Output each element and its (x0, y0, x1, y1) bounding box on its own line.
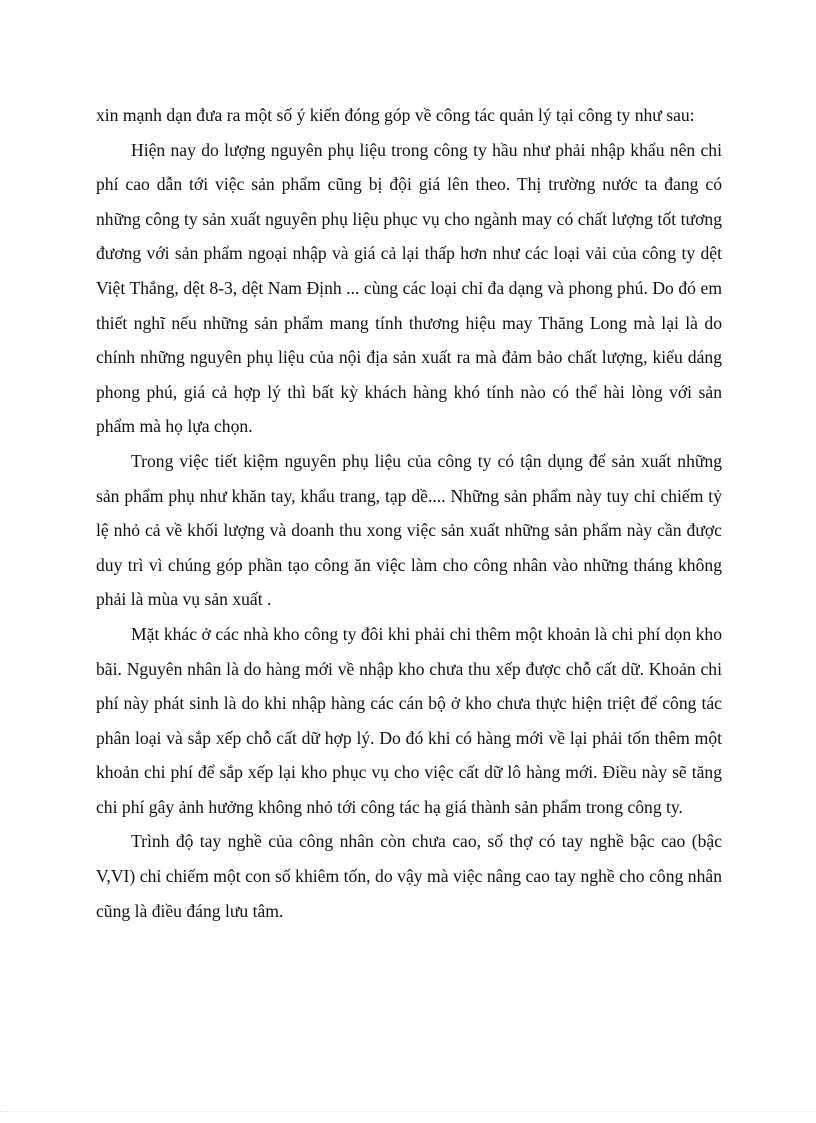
paragraph-material-saving: Trong việc tiết kiệm nguyên phụ liệu của công ty có tận dụng để sản xuất những sản phẩm phụ như khăn tay, khẩu trang, tạp dề.... Những sản phẩm này tuy chỉ chiếm tỷ lệ nhỏ cả về khối lượng và doanh thu xong việc sản xuất những sản phẩm này cần được duy trì vì chúng góp phần tạo công ăn việc làm cho công nhân vào những tháng không phải là mùa vụ sản xuất . (96, 450, 722, 610)
paragraph-materials-cost: Hiện nay do lượng nguyên phụ liệu trong công ty hầu như phải nhập khẩu nên chi phí cao dẫn tới việc sản phẩm cũng bị đội giá lên theo. Thị trường nước ta đang có những công ty sản xuất nguyên phụ liệu phục vụ cho ngành may có chất lượng tốt tương đương với sản phẩm ngoại nhập và giá cả lại thấp hơn như các loại vải của công ty dệt Việt Thắng, dệt 8-3, dệt Nam Định ... cùng các loại chỉ đa dạng và phong phú. Do đó em thiết nghĩ nếu những sản phẩm mang tính thương hiệu may Thăng Long mà lại là do chính những nguyên phụ liệu của nội địa sản xuất ra mà đảm bảo chất lượng, kiểu dáng phong phú, giá cả hợp lý thì bất kỳ khách hàng khó tính nào có thể hài lòng với sản phẩm mà họ lựa chọn. (96, 139, 722, 437)
paragraph-skill-level: Trình độ tay nghề của công nhân còn chưa cao, số thợ có tay nghề bậc cao (bậc V,VI) chỉ chiếm một con số khiêm tốn, do vậy mà việc nâng cao tay nghề cho công nhân cũng là điều đáng lưu tâm. (96, 831, 722, 921)
page-bottom-divider (0, 1111, 816, 1112)
paragraph-intro: xin mạnh dạn đưa ra một số ý kiến đóng góp về công tác quản lý tại công ty như sau: (96, 105, 695, 125)
document-body (96, 98, 722, 928)
paragraph-warehouse: Mặt khác ở các nhà kho công ty đôi khi phải chi thêm một khoản là chi phí dọn kho bãi. Nguyên nhân là do hàng mới về nhập kho chưa thu xếp được chỗ cất dữ. Khoản chi phí này phát sinh là do khi nhập hàng các cán bộ ở kho chưa thực hiện triệt để công tác phân loại và sắp xếp chỗ cất dữ hợp lý. Do đó khi có hàng mới về lại phải tốn thêm một khoản chi phí để sắp xếp lại kho phục vụ cho việc cất dữ lô hàng mới. Điều này sẽ tăng chi phí gây ảnh hưởng không nhỏ tới công tác hạ giá thành sản phẩm trong công ty. (96, 623, 722, 817)
